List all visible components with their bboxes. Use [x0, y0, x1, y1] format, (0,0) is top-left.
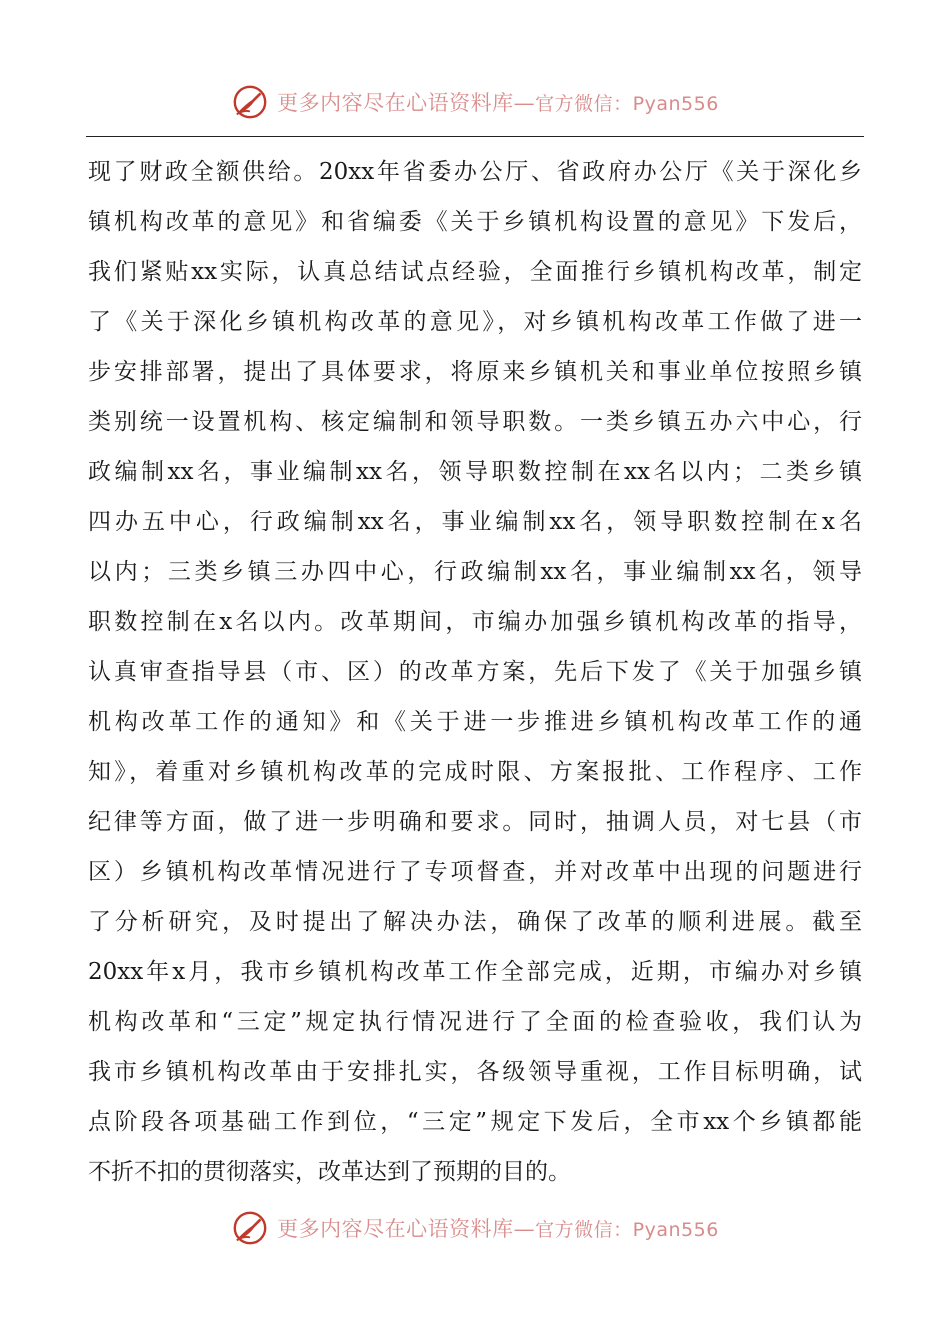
text-line: 职数控制在x名以内。改革期间，市编办加强乡镇机构改革的指导， — [88, 609, 862, 635]
document-body — [88, 147, 862, 1197]
text-line: 类别统一设置机构、核定编制和领导职数。一类乡镇五办六中心，行 — [88, 409, 862, 435]
pen-nib-logo-icon — [231, 83, 269, 121]
text-line: 20xx年x月，我市乡镇机构改革工作全部完成，近期，市编办对乡镇 — [88, 959, 862, 985]
text-line: 机构改革和“三定”规定执行情况进行了全面的检查验收，我们认为 — [88, 1009, 862, 1035]
text-line: 四办五中心，行政编制xx名，事业编制xx名，领导职数控制在x名 — [88, 509, 862, 535]
text-line: 了《关于深化乡镇机构改革的意见》，对乡镇机构改革工作做了进一 — [88, 309, 862, 335]
text-line: 机构改革工作的通知》和《关于进一步推进乡镇机构改革工作的通 — [88, 709, 862, 735]
banner-text: 更多内容尽在心语资料库—官方微信：Pyan556 — [277, 1217, 719, 1241]
text-line: 区）乡镇机构改革情况进行了专项督查，并对改革中出现的问题进行 — [88, 859, 862, 885]
banner-text: 更多内容尽在心语资料库—官方微信：Pyan556 — [277, 91, 719, 115]
text-line: 知》，着重对乡镇机构改革的完成时限、方案报批、工作程序、工作 — [88, 759, 862, 785]
pen-nib-logo-icon — [231, 1209, 269, 1247]
text-line: 我市乡镇机构改革由于安排扎实，各级领导重视，工作目标明确，试 — [88, 1059, 862, 1085]
text-line: 以内；三类乡镇三办四中心，行政编制xx名，事业编制xx名，领导 — [88, 559, 862, 585]
header-divider — [86, 136, 864, 137]
header-banner — [0, 80, 950, 124]
footer-banner — [0, 1206, 950, 1250]
text-line: 镇机构改革的意见》和省编委《关于乡镇机构设置的意见》下发后， — [88, 209, 862, 235]
text-line: 点阶段各项基础工作到位，“三定”规定下发后，全市xx个乡镇都能 — [88, 1109, 862, 1135]
text-line: 不折不扣的贯彻落实，改革达到了预期的目的。 — [88, 1159, 571, 1185]
text-line: 现了财政全额供给。20xx年省委办公厅、省政府办公厅《关于深化乡 — [88, 159, 862, 185]
text-line: 认真审查指导县（市、区）的改革方案，先后下发了《关于加强乡镇 — [88, 659, 862, 685]
text-line: 我们紧贴xx实际，认真总结试点经验，全面推行乡镇机构改革，制定 — [88, 259, 862, 285]
text-line: 纪律等方面，做了进一步明确和要求。同时，抽调人员，对七县（市 — [88, 809, 862, 835]
text-line: 政编制xx名，事业编制xx名，领导职数控制在xx名以内；二类乡镇 — [88, 459, 862, 485]
text-line: 步安排部署，提出了具体要求，将原来乡镇机关和事业单位按照乡镇 — [88, 359, 862, 385]
text-line: 了分析研究，及时提出了解决办法，确保了改革的顺利进展。截至 — [88, 909, 862, 935]
